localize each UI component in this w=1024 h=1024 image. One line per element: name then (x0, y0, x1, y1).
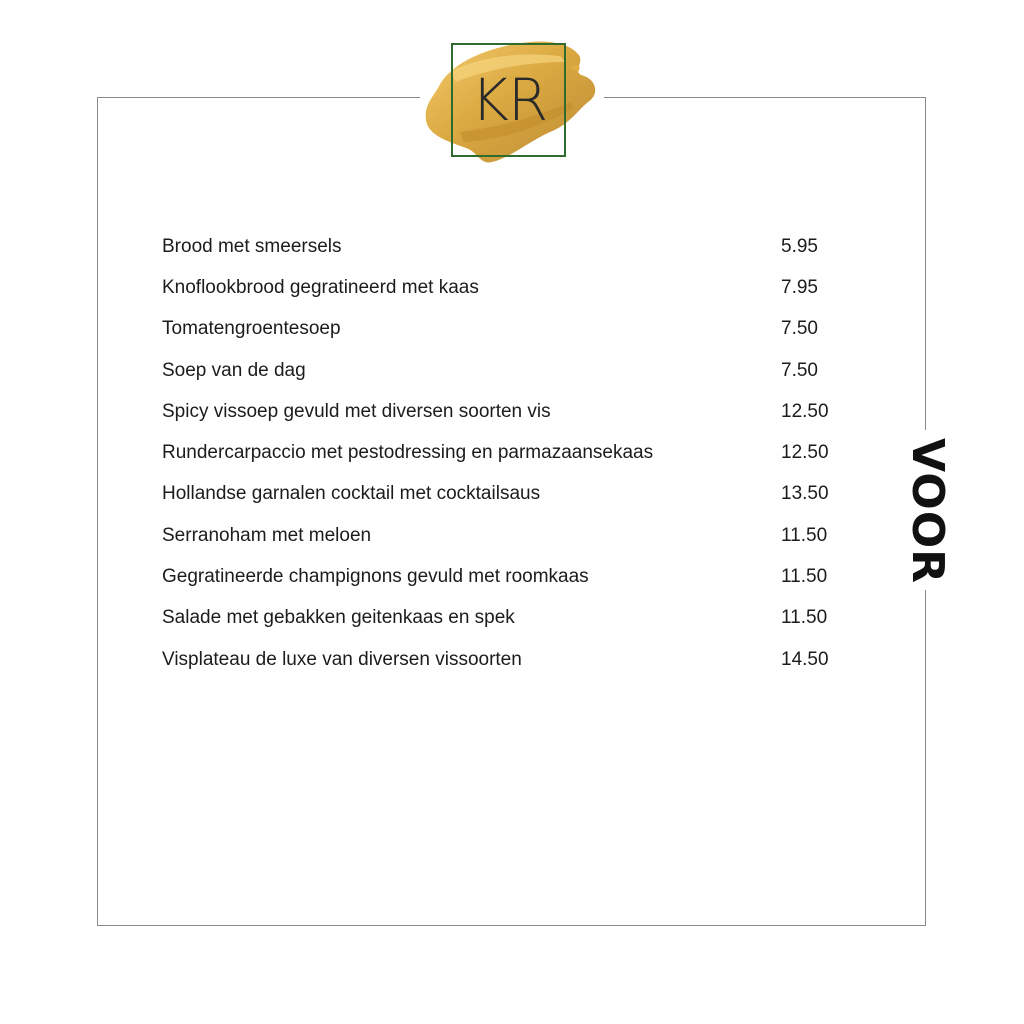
menu-item (162, 350, 862, 391)
menu-item-name: Gegratineerde champignons gevuld met roomkaas (162, 566, 589, 588)
menu-item-price: 12.50 (781, 442, 829, 464)
menu-item (162, 267, 862, 308)
menu-item-name: Serranoham met meloen (162, 524, 372, 546)
menu-item-price: 11.50 (781, 566, 828, 588)
menu-item-name: Visplateau de luxe van diversen vissoorten (162, 648, 522, 670)
menu-item (162, 432, 862, 473)
menu-item-price: 7.95 (781, 276, 818, 298)
menu-item-name: Knoflookbrood gegratineerd met kaas (162, 276, 479, 298)
menu-item-price: 11.50 (781, 524, 828, 546)
menu-item-name: Tomatengroentesoep (162, 318, 341, 340)
logo-initials: KR (470, 66, 548, 134)
section-label: VOOR (902, 438, 953, 584)
menu-item (162, 226, 862, 267)
menu-item-price: 7.50 (781, 359, 818, 381)
menu-item (162, 309, 862, 350)
menu-item-name: Hollandse garnalen cocktail met cocktailsaus (162, 483, 541, 505)
menu-item (162, 598, 862, 639)
restaurant-logo (420, 32, 604, 168)
menu-item-price: 12.50 (781, 400, 829, 422)
menu-item-name: Brood met smeersels (162, 235, 342, 257)
menu-item (162, 556, 862, 597)
menu-item-name: Spicy vissoep gevuld met diversen soorten vis (162, 400, 551, 422)
menu-item (162, 391, 862, 432)
menu-item (162, 639, 862, 680)
menu-item-price: 13.50 (781, 483, 829, 505)
menu-item-price: 11.50 (781, 607, 828, 629)
menu-item (162, 474, 862, 515)
menu-list (162, 226, 862, 680)
menu-item-price: 14.50 (781, 648, 829, 670)
menu-item (162, 515, 862, 556)
menu-item-name: Salade met gebakken geitenkaas en spek (162, 607, 515, 629)
menu-item-name: Rundercarpaccio met pestodressing en parmazaansekaas (162, 442, 654, 464)
menu-item-name: Soep van de dag (162, 359, 306, 381)
menu-item-price: 5.95 (781, 235, 818, 257)
menu-item-price: 7.50 (781, 318, 818, 340)
